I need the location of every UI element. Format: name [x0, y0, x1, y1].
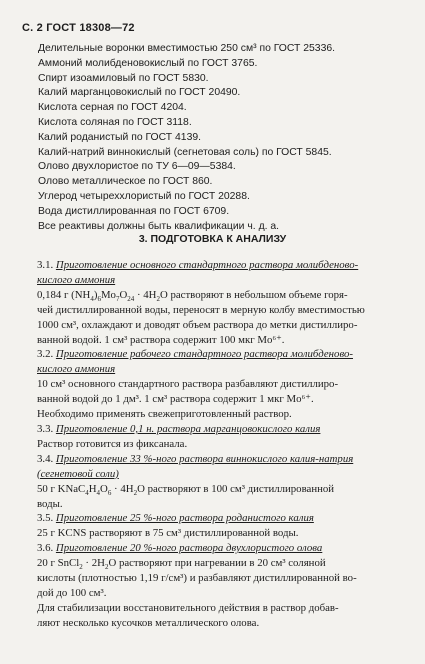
clause-3-6-heading	[37, 541, 400, 556]
page-header: С. 2 ГОСТ 18308—72	[22, 22, 135, 34]
reagent-item: Делительные воронки вместимостью 250 см³ по ГОСТ 25336.	[38, 43, 336, 54]
reagent-item: Кислота соляная по ГОСТ 3118.	[38, 116, 192, 128]
reagents-list	[38, 42, 408, 234]
clause-number: 3.3.	[37, 422, 54, 435]
reagent-item: Вода дистиллированная по ГОСТ 6709.	[38, 205, 230, 217]
paragraph-line: Раствор готовится из фиксанала.	[37, 437, 188, 450]
formula-line: 0,184 г $(NH_4)_6Mo_7O_{24} \cdot 4H_2O$ растворяют в небольшом объеме горя-	[37, 288, 348, 303]
clause-3-4-heading	[37, 452, 400, 467]
paragraph-line: дой до 100 см³.	[37, 586, 107, 599]
clause-title-cont: (сегнетовой соли)	[37, 467, 119, 480]
clause-3-5-heading	[37, 511, 400, 526]
clause-3-2-heading	[37, 347, 400, 362]
paragraph-line: ляют несколько кусочков металлического олова.	[37, 616, 260, 629]
paragraph-line: Для стабилизации восстановительного действия в раствор добав-	[37, 601, 339, 614]
clause-title: Приготовление 20 %-ного раствора двухлористого олова	[55, 542, 323, 555]
clause-number: 3.5.	[37, 512, 54, 525]
paragraph-line: кислоты (плотностью 1,19 г/см³) и разбавляют дистиллированной во-	[37, 572, 357, 585]
clause-title: Приготовление основного стандартного раствора молибденово-	[55, 259, 359, 271]
paragraph-text: растворяют в 100 см³ дистиллированной	[147, 482, 335, 495]
paragraph-line: ванной водой до 1 дм³. 1 см³ раствора содержит 1 мкг Mo⁶⁺.	[37, 393, 314, 406]
paragraph-line: 1000 см³, охлаждают и доводят объем раствора до метки дистиллиро-	[37, 318, 358, 331]
paragraph-line: ванной водой. 1 см³ раствора содержит 100 мкг Mo⁶⁺.	[37, 333, 285, 346]
reagent-item: Олово металлическое по ГОСТ 860.	[38, 176, 213, 188]
paragraph-line: чей дистиллированной воды, переносят в мерную колбу вместимостью	[37, 303, 365, 316]
paragraph-line: Необходимо применять свежеприготовленный раствор.	[37, 408, 292, 421]
reagent-item: Кислота серная по ГОСТ 4204.	[38, 102, 187, 114]
section-body	[37, 258, 400, 631]
clause-title: Приготовление рабочего стандартного раствора молибденово-	[55, 348, 353, 361]
clause-title-cont: кислого аммония	[37, 363, 116, 376]
paragraph-line: воды.	[37, 497, 63, 510]
clause-number: 3.2.	[37, 348, 54, 361]
clause-3-1-heading	[37, 258, 400, 273]
clause-title: Приготовление 33 %-ного раствора виннокислого калия-натрия	[55, 452, 354, 465]
paragraph-text: растворяют в небольшом объеме горя-	[170, 288, 348, 301]
clause-title: Приготовление 25 %-ного раствора роданистого калия	[55, 512, 314, 525]
chemical-formula: 20 г SnCl$_2$ · $2H_2O$	[37, 557, 117, 572]
section-title: 3. ПОДГОТОВКА К АНАЛИЗУ	[138, 233, 287, 245]
reagent-item: Все реактивы должны быть квалификации ч. д. а.	[38, 220, 280, 232]
formula-line: 50 г $KNaC_4H_4O_6 \cdot 4H_2O$ растворяют в 100 см³ дистиллированной	[37, 482, 335, 497]
chemical-formula: $KNaC_4H_4O_6 \cdot 4H_2O$	[57, 482, 145, 497]
clause-title-cont: кислого аммония	[37, 273, 116, 286]
reagent-item: Аммоний молибденовокислый по ГОСТ 3765.	[38, 57, 258, 69]
clause-number: 3.4.	[37, 452, 54, 465]
clause-title: Приготовление 0,1 н. раствора марганцовокислого калия	[55, 422, 321, 435]
reagent-item: Калий роданистый по ГОСТ 4139.	[38, 131, 202, 143]
paragraph-line: 25 г KCNS растворяют в 75 см³ дистиллированной воды.	[37, 527, 299, 540]
clause-number: 3.1.	[37, 259, 54, 271]
reagent-item: Спирт изоамиловый по ГОСТ 5830.	[38, 72, 209, 84]
paragraph-line: 10 см³ основного стандартного раствора разбавляют дистиллиро-	[37, 378, 339, 391]
reagent-item: Олово двухлористое по ТУ 6—09—5384.	[38, 161, 236, 173]
reagent-item: Углерод четыреххлористый по ГОСТ 20288.	[38, 190, 250, 202]
paragraph-text: растворяют при нагревании в 20 см³ соляной	[118, 557, 326, 570]
clause-3-3-heading	[37, 422, 400, 437]
reagent-item: Калий марганцовокислый по ГОСТ 20490.	[38, 87, 241, 99]
formula-line	[37, 556, 400, 571]
reagent-item: Калий-натрий виннокислый (сегнетовая соль) по ГОСТ 5845.	[38, 146, 332, 158]
clause-number: 3.6.	[37, 542, 54, 555]
chemical-formula: $(NH_4)_6Mo_7O_{24} \cdot 4H_2O$	[71, 288, 168, 303]
